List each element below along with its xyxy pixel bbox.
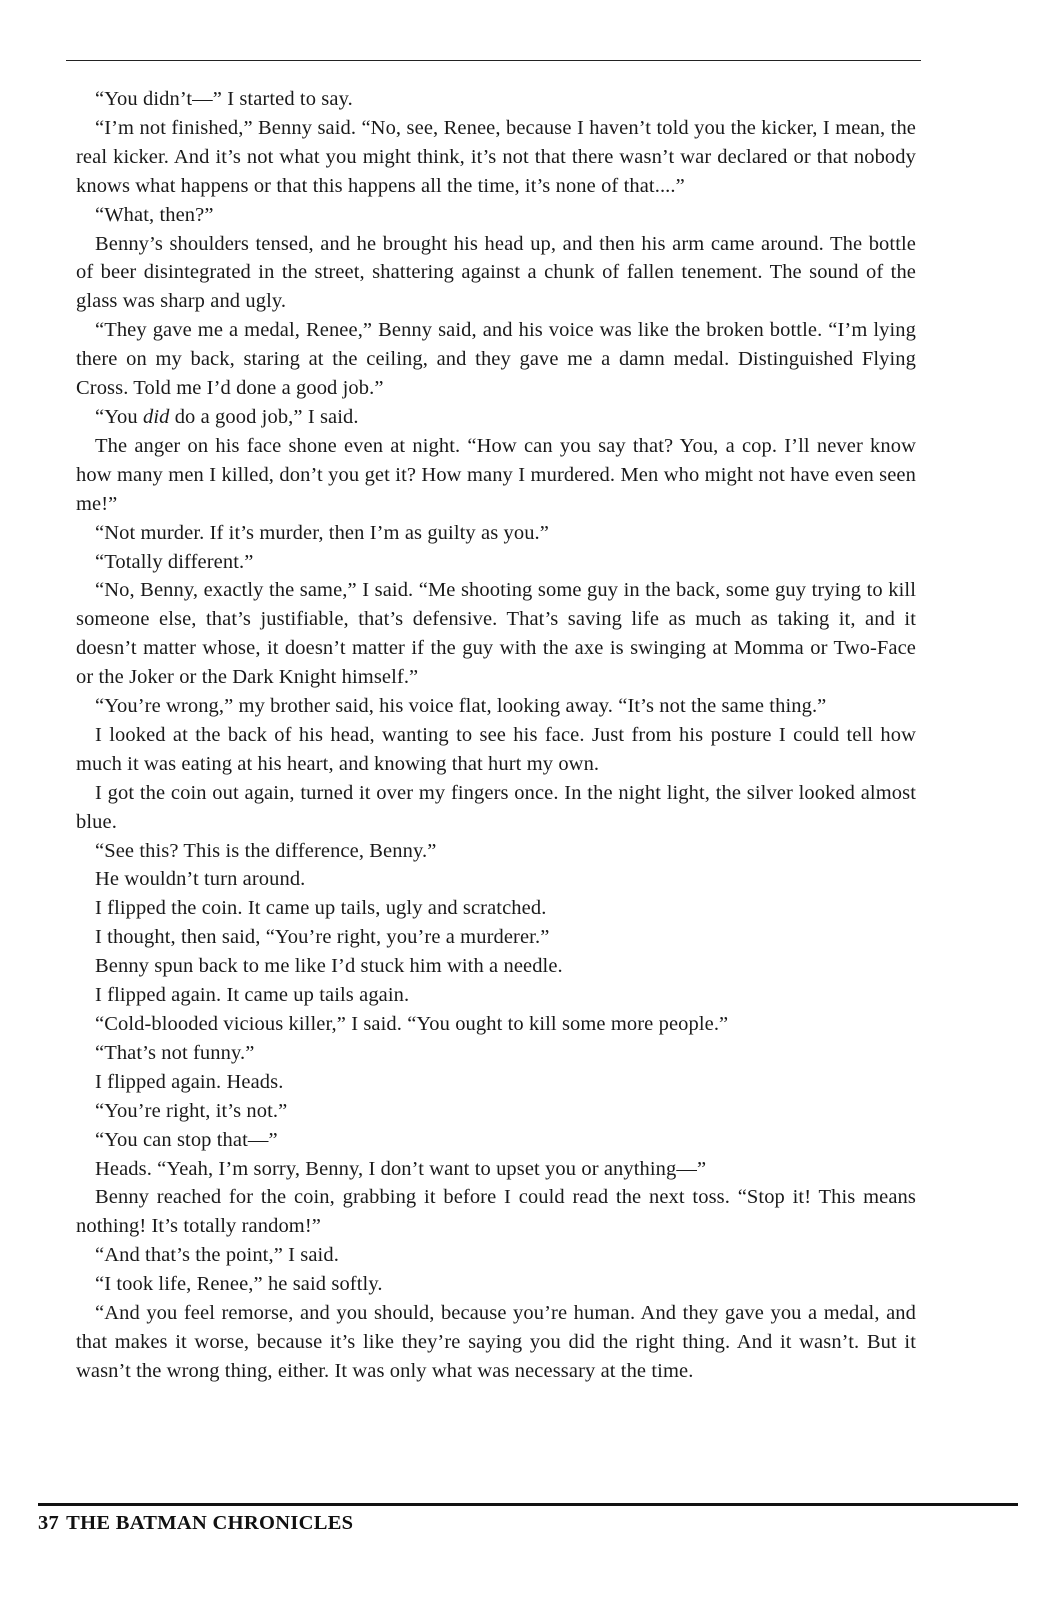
paragraph: “No, Benny, exactly the same,” I said. “Me shooting some guy in the back, some guy trying to kill someone else, that’s justifiable, that’s defensive. That’s saving life as much as taking it, and it doesn’t matter whose, it doesn’t matter if the guy with the axe is swinging at Momma or Two-Face or the Joker or the Dark Knight himself.” [76,579,916,689]
body-text [76,85,916,1386]
paragraph: “You’re right, it’s not.” [95,1099,288,1122]
paragraph: “And you feel remorse, and you should, because you’re human. And they gave you a medal, and that makes it worse, because it’s like they’re saying you did the right thing. And it wasn’t. But it wasn’t the wrong thing, either. It was only what was necessary at the time. [76,1302,916,1382]
paragraph: “See this? This is the difference, Benny.” [95,839,437,862]
paragraph: “Cold-blooded vicious killer,” I said. “You ought to kill some more people.” [95,1013,729,1035]
footer-rule [38,1503,1018,1506]
running-footer [38,1512,353,1535]
paragraph: The anger on his face shone even at night. “How can you say that? You, a cop. I’ll never know how many men I killed, don’t you get it? How many I murdered. Men who might not have even seen me!” [76,434,916,515]
paragraph: Heads. “Yeah, I’m sorry, Benny, I don’t want to upset you or anything—” [95,1157,707,1180]
paragraph: “And that’s the point,” I said. [95,1244,339,1267]
paragraph: I looked at the back of his head, wanting to see his face. Just from his posture I could tell how much it was eating at his heart, and knowing that hurt my own. [76,723,916,775]
paragraph: “Totally different.” [95,550,254,573]
paragraph: “I’m not finished,” Benny said. “No, see, Renee, because I haven’t told you the kicker, I mean, the real kicker. And it’s not what you might think, it’s not that there wasn’t war declared or that nobody knows what happens or that this happens all the time, it’s none of that....” [76,116,916,197]
book-title: THE BATMAN CHRONICLES [66,1512,354,1534]
paragraph: I flipped again. Heads. [95,1070,284,1093]
paragraph: “Not murder. If it’s murder, then I’m as guilty as you.” [95,521,549,544]
paragraph: “What, then?” [95,203,214,226]
top-rule [66,60,921,61]
paragraph: Benny reached for the coin, grabbing it before I could read the next toss. “Stop it! This means nothing! It’s totally random!” [76,1186,916,1238]
paragraph: Benny spun back to me like I’d stuck him with a needle. [95,955,563,978]
italic-emphasis: did [142,405,170,428]
paragraph: Benny’s shoulders tensed, and he brought his head up, and then his arm came around. The bottle of beer disintegrated in the street, shattering against a chunk of fallen tenement. The sound of the glass was sharp and ugly. [76,232,916,313]
paragraph: “You didn’t—” I started to say. [95,88,353,110]
page-number: 37 [38,1512,60,1534]
paragraph: I got the coin out again, turned it over my fingers once. In the night light, the silver looked almost blue. [76,781,916,833]
paragraph: “You can stop that—” [95,1128,278,1151]
paragraph: “I took life, Renee,” he said softly. [95,1273,383,1296]
paragraph: I flipped the coin. It came up tails, ugly and scratched. [95,897,547,920]
paragraph: “That’s not funny.” [95,1041,255,1064]
paragraph: I flipped again. It came up tails again. [95,984,410,1007]
paragraph: He wouldn’t turn around. [95,868,306,891]
paragraph: “You did do a good job,” I said. [95,405,359,428]
paragraph: “You’re wrong,” my brother said, his voice flat, looking away. “It’s not the same thing.” [95,695,827,718]
paragraph: “They gave me a medal, Renee,” Benny said, and his voice was like the broken bottle. “I’m lying there on my back, staring at the ceiling, and they gave me a damn medal. Distinguished Flying Cross. Told me I’d done a good job.” [76,319,916,400]
paragraph: I thought, then said, “You’re right, you’re a murderer.” [95,926,550,949]
